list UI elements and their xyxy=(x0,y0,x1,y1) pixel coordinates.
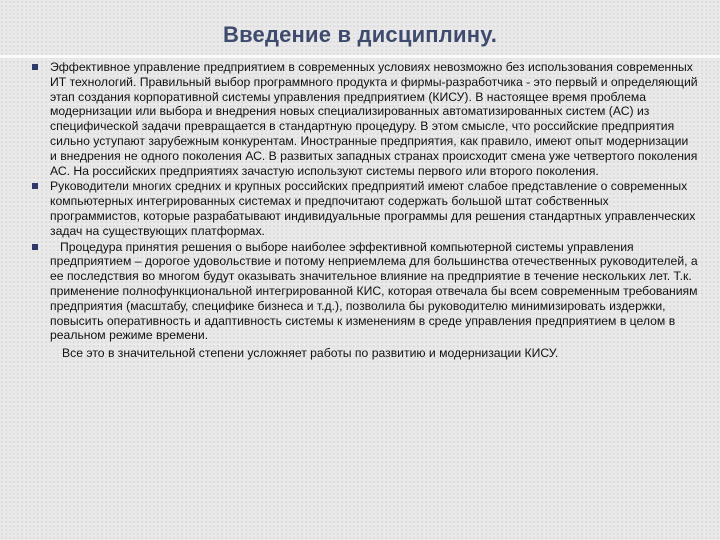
bullet-item-1 xyxy=(30,60,698,178)
slide-title: Введение в дисциплину. xyxy=(222,22,498,47)
square-bullet-icon xyxy=(32,64,38,70)
bullet-item-3 xyxy=(30,240,698,344)
title-divider xyxy=(0,55,720,58)
square-bullet-icon xyxy=(32,244,38,250)
bullet-item-2 xyxy=(30,179,698,238)
bullet-text: Процедура принятия решения о выборе наиболее эффективной компьютерной системы управления предприятием – дорогое удовольствие и потому неприемлема для большинства отечественных руководителей, а ее последствия во многом будут оказывать значительное влияние на предприятие в течение нескольких лет. Т.к. применение полнофункциональной интегрированной КИС, которая отвечала бы всем современным требованиям предприятия (масштабу, специфике бизнеса и т.д.), позволила бы руководителю минимизировать издержки, повысить оперативность и адаптивность системы к изменениям в среде управления предприятием в целом в реальном режиме времени. xyxy=(50,239,698,343)
slide-content xyxy=(30,60,698,361)
bullet-text: Руководители многих средних и крупных российских предприятий имеют слабое представление о современных компьютерных интегрированных системах и предпочитают содержать большой штат собственных программистов, которые разрабатывают индивидуальные программы для решения стандартных управленческих задач на существующих платформах. xyxy=(50,179,696,238)
closing-paragraph: Все это в значительной степени усложняет работы по развитию и модернизации КИСУ. xyxy=(62,346,559,361)
square-bullet-icon xyxy=(32,183,38,189)
bullet-text: Эффективное управление предприятием в современных условиях невозможно без использования современных ИТ технологий. Правильный выбор программного продукта и фирмы-разработчика - это первый и определяющий этап создания корпоративной системы управления предприятием (КИСУ). В настоящее время проблема модернизации или выбора и внедрения новых специализированных автоматизированных систем (АС) из специфической задачи превращается в стандартную процедуру. В этом смысле, что российские предприятия сильно уступают зарубежным конкурентам. Иностранные предприятия, как правило, имеют опыт модернизации и внедрения не одного поколения АС. В развитых западных странах происходит смена уже четвертого поколения АС. На российских предприятиях зачастую используют системы первого или второго поколения. xyxy=(50,60,698,178)
